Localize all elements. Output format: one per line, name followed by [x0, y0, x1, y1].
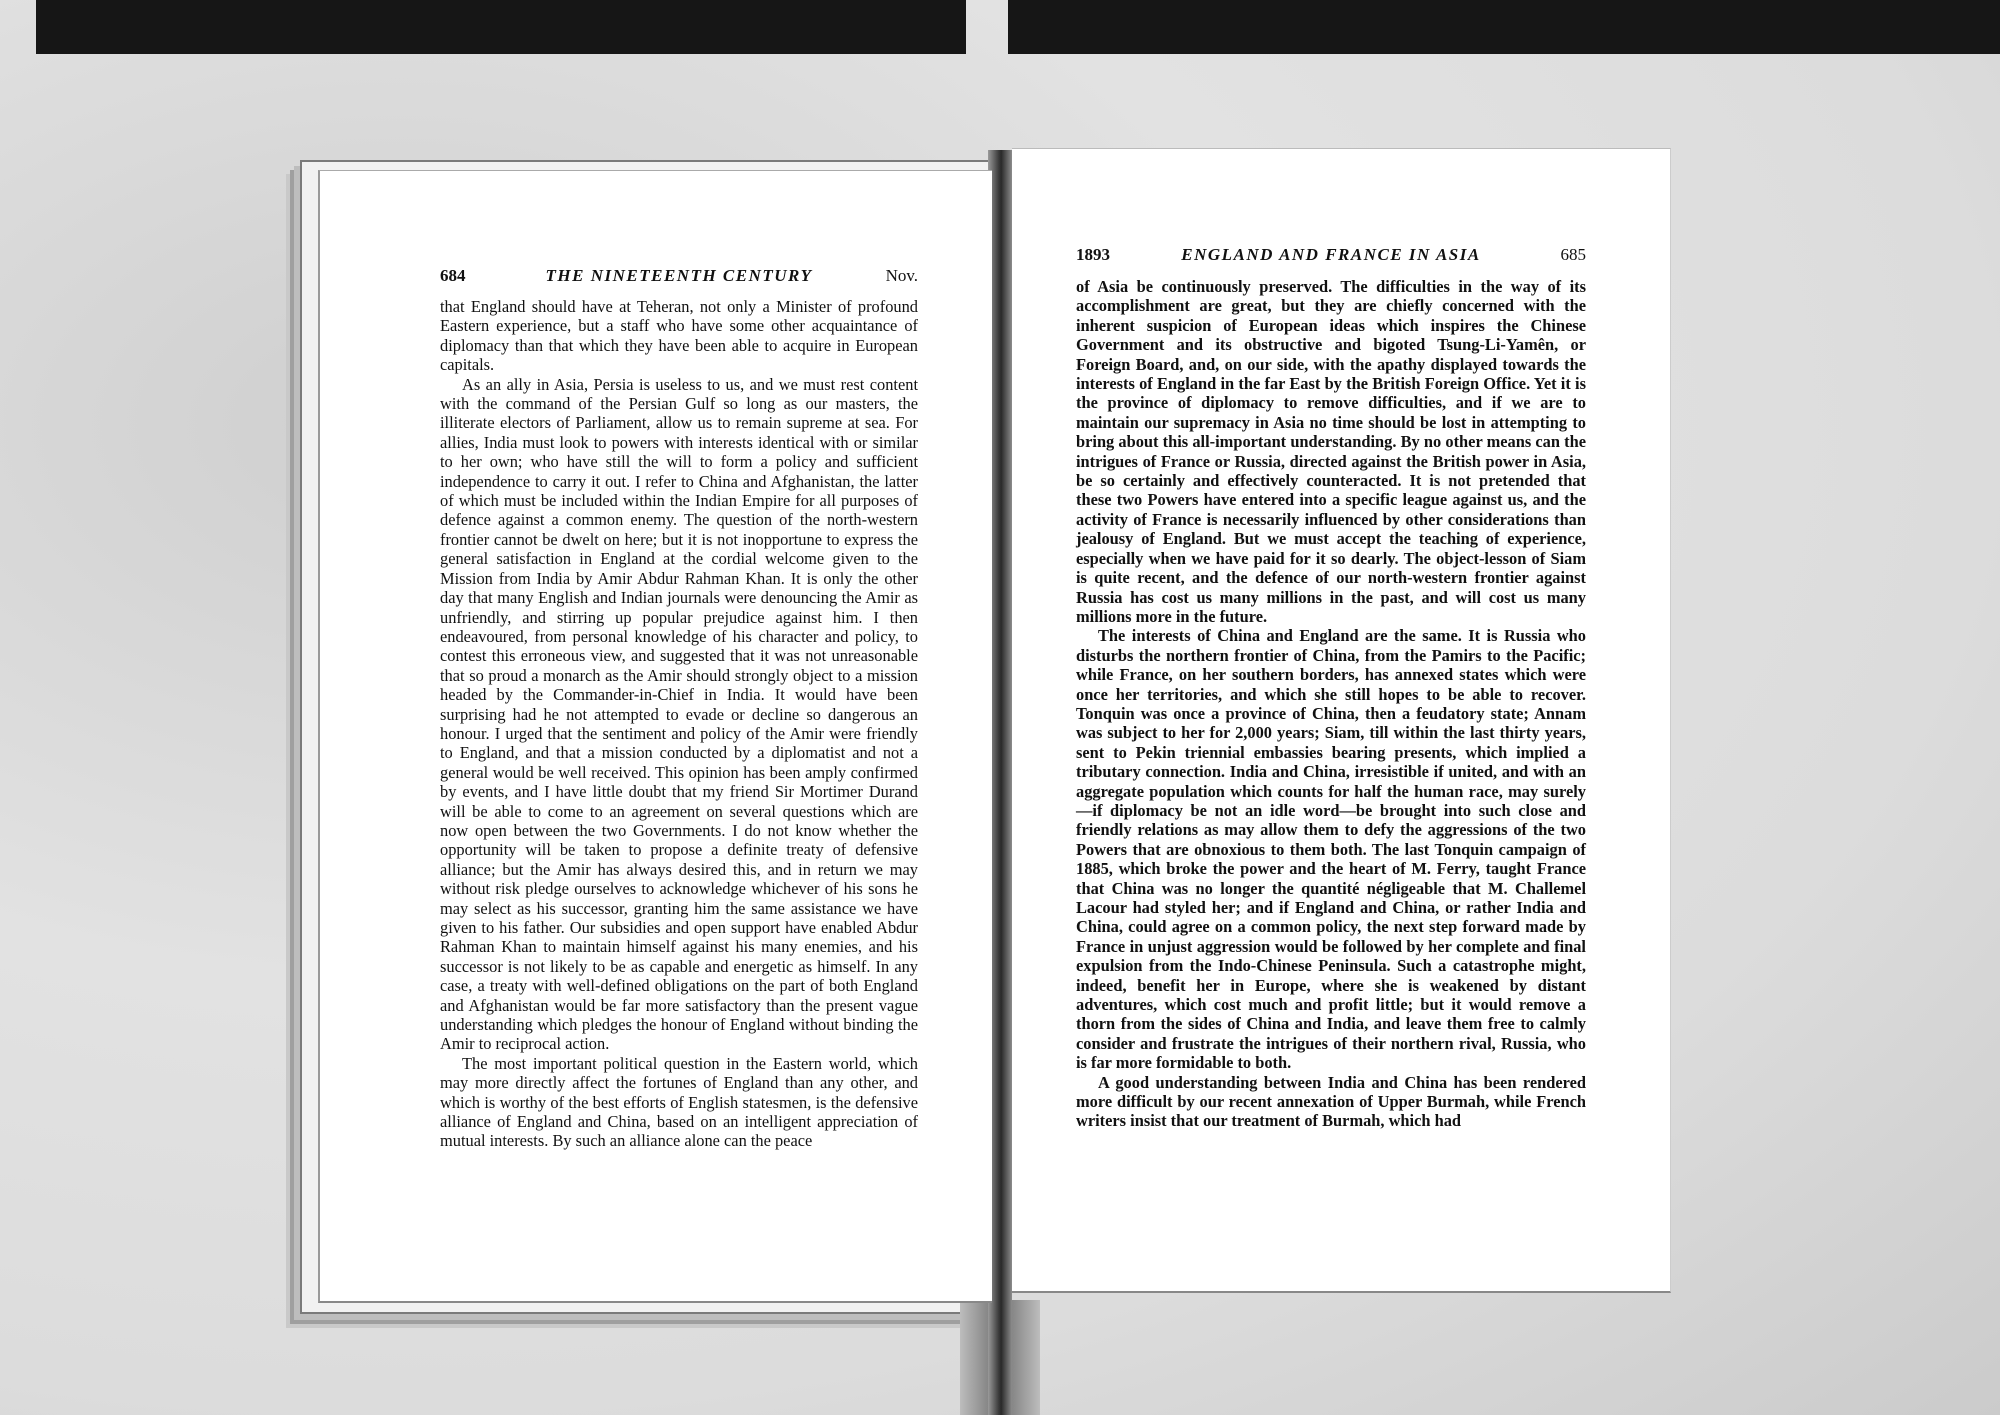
right-page-number: 685: [1560, 245, 1586, 264]
right-running-title: ENGLAND AND FRANCE IN ASIA: [1181, 245, 1481, 264]
left-page-month: Nov.: [885, 266, 918, 285]
left-paragraph-3: The most important political question in the Eastern world, which may more directly affect the fortunes of England than any other, and which is worthy of the best efforts of English statesmen, is the defensive alliance of England and China, based on an intelligent appreciation of mutual interests. By such an alliance alone can the peace: [440, 1053, 918, 1151]
right-page-year: 1893: [1076, 245, 1110, 264]
right-page-body: [1076, 277, 1586, 1131]
left-page-number: 684: [440, 266, 466, 285]
scan-top-bar-right: [1008, 0, 2000, 54]
left-paragraph-1: that England should have at Teheran, not only a Minister of profound Eastern experience, but a staff who have some other acquaintance of diplomacy than that which they have been able to acquire in European capitals.: [440, 297, 918, 375]
right-paragraph-3: A good understanding between India and China has been rendered more difficult by our recent annexation of Upper Burmah, while French writers insist that our treatment of Burmah, which had: [1076, 1072, 1586, 1131]
scan-top-bar-left: [36, 0, 966, 54]
right-page-header: [1076, 245, 1586, 275]
right-paragraph-1: of Asia be continuously preserved. The difficulties in the way of its accomplishment are great, but they are chiefly concerned with the inherent suspicion of European ideas which inspires the Chinese Government and its obstructive and bigoted Tsung-Li-Yamên, or Foreign Board, and, on our side, with the apathy displayed towards the interests of England in the far East by the British Foreign Office. Yet it is the province of diplomacy to remove difficulties, and if we are to maintain our supremacy in Asia no time should be lost in attempting to bring about this all-important understanding. By no other means can the intrigues of France or Russia, directed against the British power in Asia, be so certainly and effectively counteracted. It is not pretended that these two Powers have entered into a specific league against us, and the activity of France is necessarily influenced by other considerations than jealousy of England. But we must accept the teaching of experience, especially when we have paid for it so dearly. The object-lesson of Siam is quite recent, and the defence of our north-western frontier against Russia has cost us many millions in the past, and will cost us many millions more in the future.: [1076, 277, 1586, 626]
left-paragraph-2: As an ally in Asia, Persia is useless to us, and we must rest content with the command of the Persian Gulf so long as our masters, the illiterate electors of Parliament, allow us to remain supreme at sea. For allies, India must look to powers with interests identical with or similar to her own; who have still the will to form a policy and sufficient independence to carry it out. I refer to China and Afghanistan, the latter of which must be included within the Indian Empire for all purposes of defence against a common enemy. The question of the north-western frontier cannot be dwelt on here; but it is not inopportune to express the general satisfaction in England at the cordial welcome given to the Mission from India by Amir Abdur Rahman Khan. It is only the other day that many English and Indian journals were denouncing the Amir as unfriendly, and stirring up popular prejudice against him. I then endeavoured, from personal knowledge of his character and policy, to contest this erroneous view, and suggested that it was not unreasonable that so proud a monarch as the Amir should strongly object to a mission headed by the Commander-in-Chief in India. It would have been surprising had he not attempted to evade or decline so dangerous an honour. I urged that the sentiment and policy of the Amir were friendly to England, and that a mission conducted by a diplomatist and not a general would be well received. This opinion has been amply confirmed by events, and I have little doubt that my friend Sir Mortimer Durand will be able to come to an agreement on several questions which are now open between the two Governments. I do not know whether the opportunity will be taken to propose a definite treaty of defensive alliance; but the Amir has always desired this, and in return we may without risk pledge ourselves to acknowledge whichever of his sons he may select as his successor, granting him the same assistance we have given to his father. Our subsidies and open support have enabled Abdur Rahman Khan to maintain himself against his many enemies, and his successor is not likely to be as capable and energetic as himself. In any case, a treaty with well-defined obligations on the part of both England and Afghanistan would be far more satisfactory than the present vague understanding which pledges the honour of England without binding the Amir to reciprocal action.: [440, 374, 918, 1054]
left-page-body: [440, 297, 918, 1151]
right-paragraph-2: The interests of China and England are the same. It is Russia who disturbs the northern frontier of China, from the Pamirs to the Pacific; while France, on her southern borders, has annexed states which were once her territories, and which she still hopes to be able to recover. Tonquin was once a province of China, then a feudatory state; Annam was subject to her for 2,000 years; Siam, till within the last thirty years, sent to Pekin triennial embassies bearing presents, which implied a tributary connection. India and China, irresistible if united, and with an aggregate population which counts for half the human race, may surely—if diplomacy be not an idle word—be brought into such close and friendly relations as may allow them to defy the aggressions of the two Powers that are obnoxious to them both. The last Tonquin campaign of 1885, which broke the power and the heart of M. Ferry, taught France that China was no longer the quantité négligeable that M. Challemel Lacour had styled her; and if England and China, or rather India and China, could agree on a common policy, the next step forward made by France in unjust aggression would be followed by her complete and final expulsion from the Indo-Chinese Peninsula. Such a catastrophe might, indeed, benefit her in Europe, where she is weakened by distant adventures, which cost much and profit little; but it would remove a thorn from the sides of China and India, and leave them free to calmly consider and frustrate the intrigues of their northern rival, Russia, who is far more formidable to both.: [1076, 626, 1586, 1073]
right-page: [1012, 148, 1671, 1293]
left-page: [318, 170, 992, 1303]
left-running-title: THE NINETEENTH CENTURY: [545, 266, 813, 285]
left-page-header: [440, 266, 918, 296]
